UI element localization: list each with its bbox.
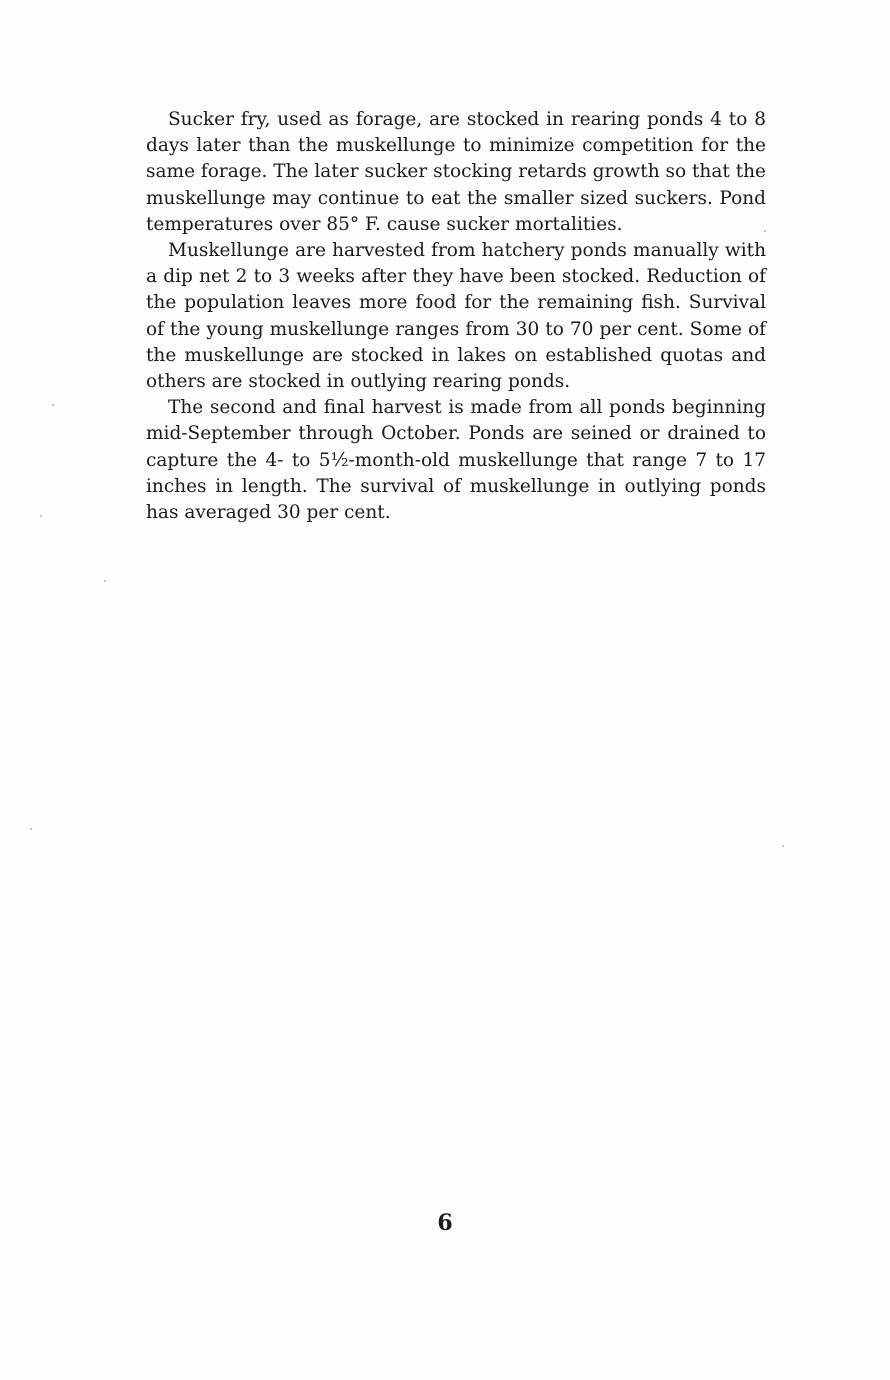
paragraph-final-harvest: The second and final harvest is made from all ponds beginning mid-September through October. Ponds are seined or drained to capture the 4- to 5½-month-old muskellunge that range 7 to 17 inches in length. The survival of muskellunge in outlying ponds has averaged 30 per cent. — [146, 397, 766, 524]
scan-speck — [104, 580, 106, 582]
scan-speck — [30, 828, 32, 830]
scan-speck — [764, 230, 766, 232]
paragraph-sucker-fry: Sucker fry, used as forage, are stocked in rearing ponds 4 to 8 days later than the muskellunge to minimize competition for the same forage. The later sucker stocking retards growth so that the muskellunge may continue to eat the smaller sized suckers. Pond temperatures over 85° F. cause sucker mortalities. — [146, 109, 766, 235]
scan-speck — [782, 845, 784, 847]
paragraph-harvest: Muskellunge are harvested from hatchery ponds manually with a dip net 2 to 3 weeks after they have been stocked. Reduction of the population leaves more food for the remaining fish. Survival of the young muskellunge ranges from 30 to 70 per cent. Some of the muskellunge are stocked in lakes on established quotas and others are stocked in outlying rearing ponds. — [146, 240, 766, 393]
body-text — [146, 107, 766, 526]
scan-speck — [40, 515, 42, 517]
scan-speck — [52, 404, 54, 406]
page-number: 6 — [437, 1210, 453, 1236]
